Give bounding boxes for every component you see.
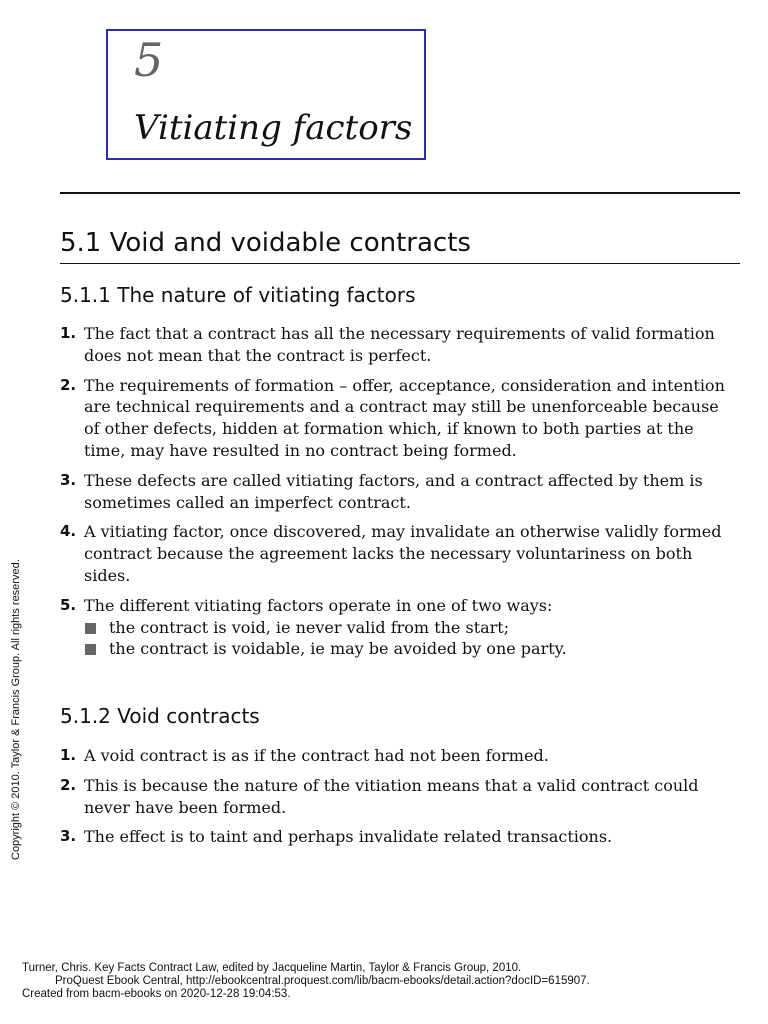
list-item [60, 375, 730, 462]
subsection-heading-nature: 5.1.1 The nature of vitiating factors [60, 283, 416, 307]
nature-list [60, 323, 730, 660]
item-text: The effect is to taint and perhaps invalidate related transactions. [84, 827, 613, 847]
square-bullet-icon [85, 644, 96, 655]
item-number: 2. [60, 375, 77, 394]
list-item [60, 323, 730, 367]
item-number: 2. [60, 775, 77, 794]
item-text: A void contract is as if the contract had not been formed. [84, 746, 549, 765]
citation-line: Turner, Chris. Key Facts Contract Law, edited by Jacqueline Martin, Taylor & Francis Group, 2010. [22, 962, 522, 974]
item-number: 4. [60, 522, 77, 541]
item-number: 1. [60, 746, 77, 764]
bullet-text: the contract is void, ie never valid from the start; [109, 617, 510, 637]
item-number: 5. [60, 595, 77, 614]
item-number: 1. [60, 324, 77, 342]
item-text: The requirements of formation – offer, acceptance, consideration and intention are technical requirements and a contract may still be unenforceable because of other defects, hidden at formation which, if known to both parties at the time, may have resulted in no contract being formed. [84, 375, 725, 460]
citation-created-line: Created from bacm-ebooks on 2020-12-28 19:04:53. [22, 988, 291, 1000]
item-text: The fact that a contract has all the necessary requirements of valid formation does not mean that the contract is perfect. [84, 324, 715, 365]
bullet-text: the contract is voidable, ie may be avoided by one party. [109, 639, 567, 659]
item-number: 3. [60, 470, 77, 489]
list-item [60, 470, 730, 514]
bullet-item [84, 638, 730, 660]
list-item [60, 775, 730, 819]
list-item [60, 745, 730, 767]
square-bullet-icon [85, 623, 96, 634]
copyright-notice: Copyright © 2010. Taylor & Francis Group. All rights reserved. [10, 559, 22, 860]
void-list [60, 745, 730, 848]
item-text: These defects are called vitiating factors, and a contract affected by them is sometimes called an imperfect contract. [84, 470, 703, 512]
citation-footer [22, 962, 590, 1001]
list-item [60, 595, 730, 660]
header-divider [60, 192, 740, 194]
subsection-heading-void: 5.1.2 Void contracts [60, 704, 260, 728]
list-item [60, 826, 730, 848]
citation-url-line: ProQuest Ebook Central, http://ebookcentral.proquest.com/lib/bacm-ebooks/detail.action?docID=615907. [55, 975, 590, 987]
item-text: This is because the nature of the vitiation means that a valid contract could never have been formed. [84, 775, 699, 817]
chapter-number: 5 [134, 33, 164, 87]
section-divider [60, 263, 740, 264]
chapter-header-box [106, 29, 426, 160]
list-item [60, 521, 730, 586]
item-text: A vitiating factor, once discovered, may invalidate an otherwise validly formed contract because the agreement lacks the necessary voluntariness on both sides. [84, 522, 722, 585]
item-text: The different vitiating factors operate in one of two ways: [84, 595, 553, 615]
bullet-list [84, 617, 730, 661]
item-number: 3. [60, 827, 77, 846]
section-heading: 5.1 Void and voidable contracts [60, 228, 471, 258]
chapter-title: Vitiating factors [134, 108, 413, 148]
bullet-item [84, 617, 730, 639]
